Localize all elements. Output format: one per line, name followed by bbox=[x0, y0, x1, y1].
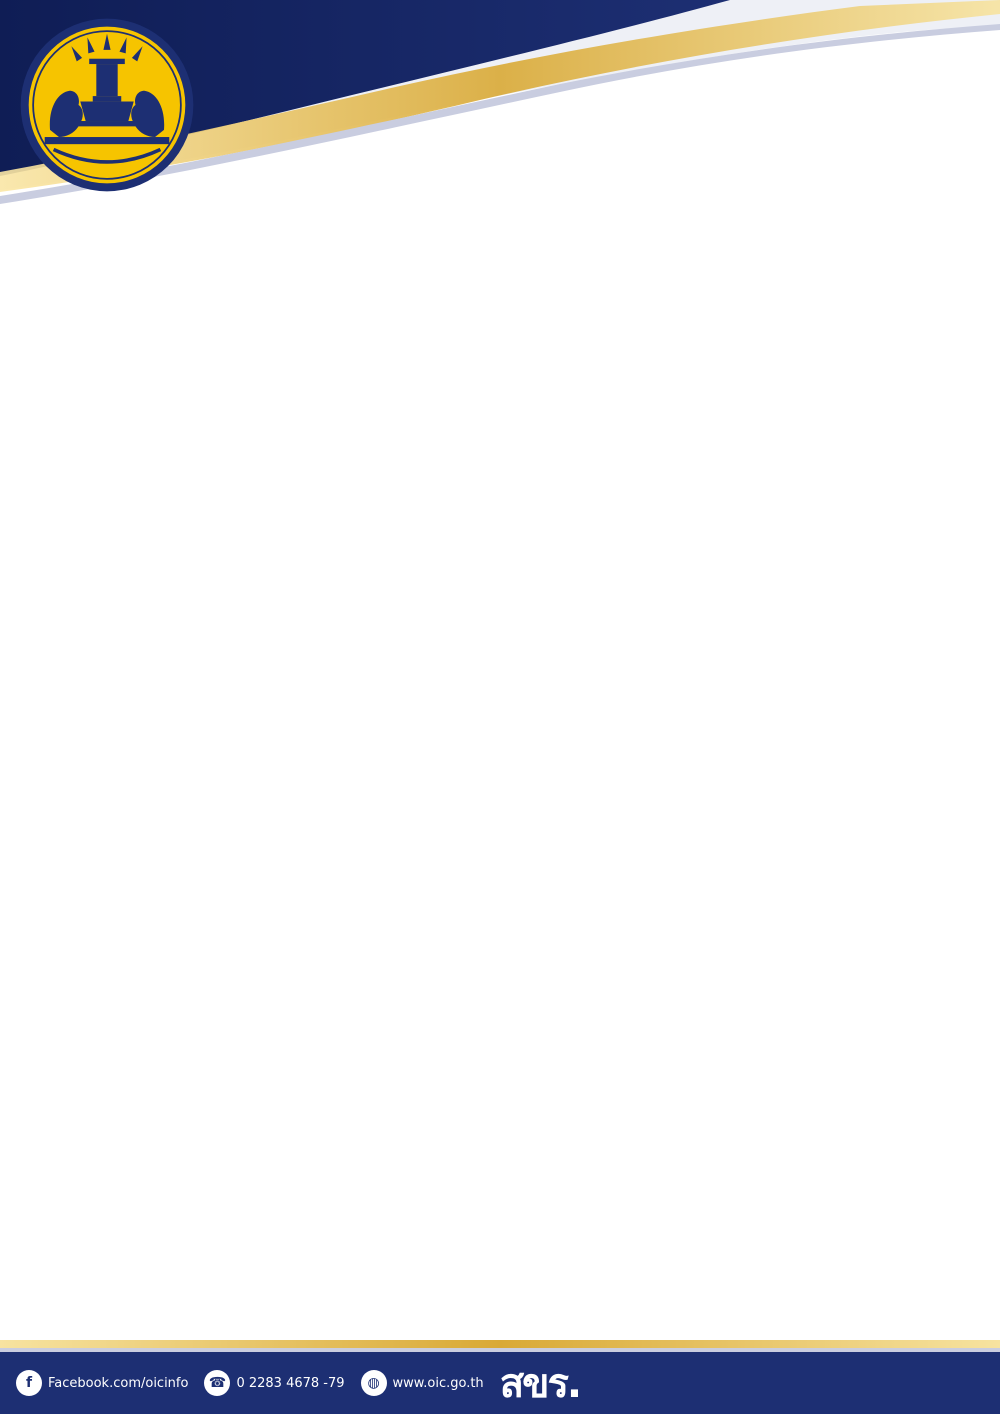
contact-line-3 bbox=[143, 258, 903, 268]
title-line-2 bbox=[140, 160, 900, 190]
contact-line-2 bbox=[143, 248, 903, 258]
footer-phone bbox=[204, 1370, 344, 1396]
document-body bbox=[143, 200, 903, 356]
footer-website[interactable] bbox=[361, 1370, 484, 1396]
contact-paragraph bbox=[143, 238, 903, 268]
facebook-link[interactable]: Facebook.com/oicinfo bbox=[48, 1375, 189, 1391]
brand-logo: สขร. bbox=[499, 1361, 581, 1407]
footer-content bbox=[0, 1352, 1000, 1414]
author-line bbox=[143, 287, 903, 297]
phone-number: 0 2283 4678 -79 bbox=[236, 1375, 345, 1391]
facebook-icon: f bbox=[16, 1370, 42, 1396]
decision-title bbox=[143, 268, 903, 278]
slogan bbox=[143, 337, 903, 347]
title-line-1 bbox=[140, 130, 900, 160]
website-link[interactable]: www.oic.go.th bbox=[392, 1375, 484, 1391]
document-title bbox=[140, 130, 900, 190]
body-paragraph-1 bbox=[143, 200, 903, 210]
contact-line-1 bbox=[143, 238, 903, 248]
body-paragraph-2 bbox=[143, 219, 903, 229]
globe-icon: ◍ bbox=[361, 1370, 387, 1396]
phone-icon: ☎ bbox=[204, 1370, 230, 1396]
footer-facebook[interactable] bbox=[16, 1370, 188, 1396]
